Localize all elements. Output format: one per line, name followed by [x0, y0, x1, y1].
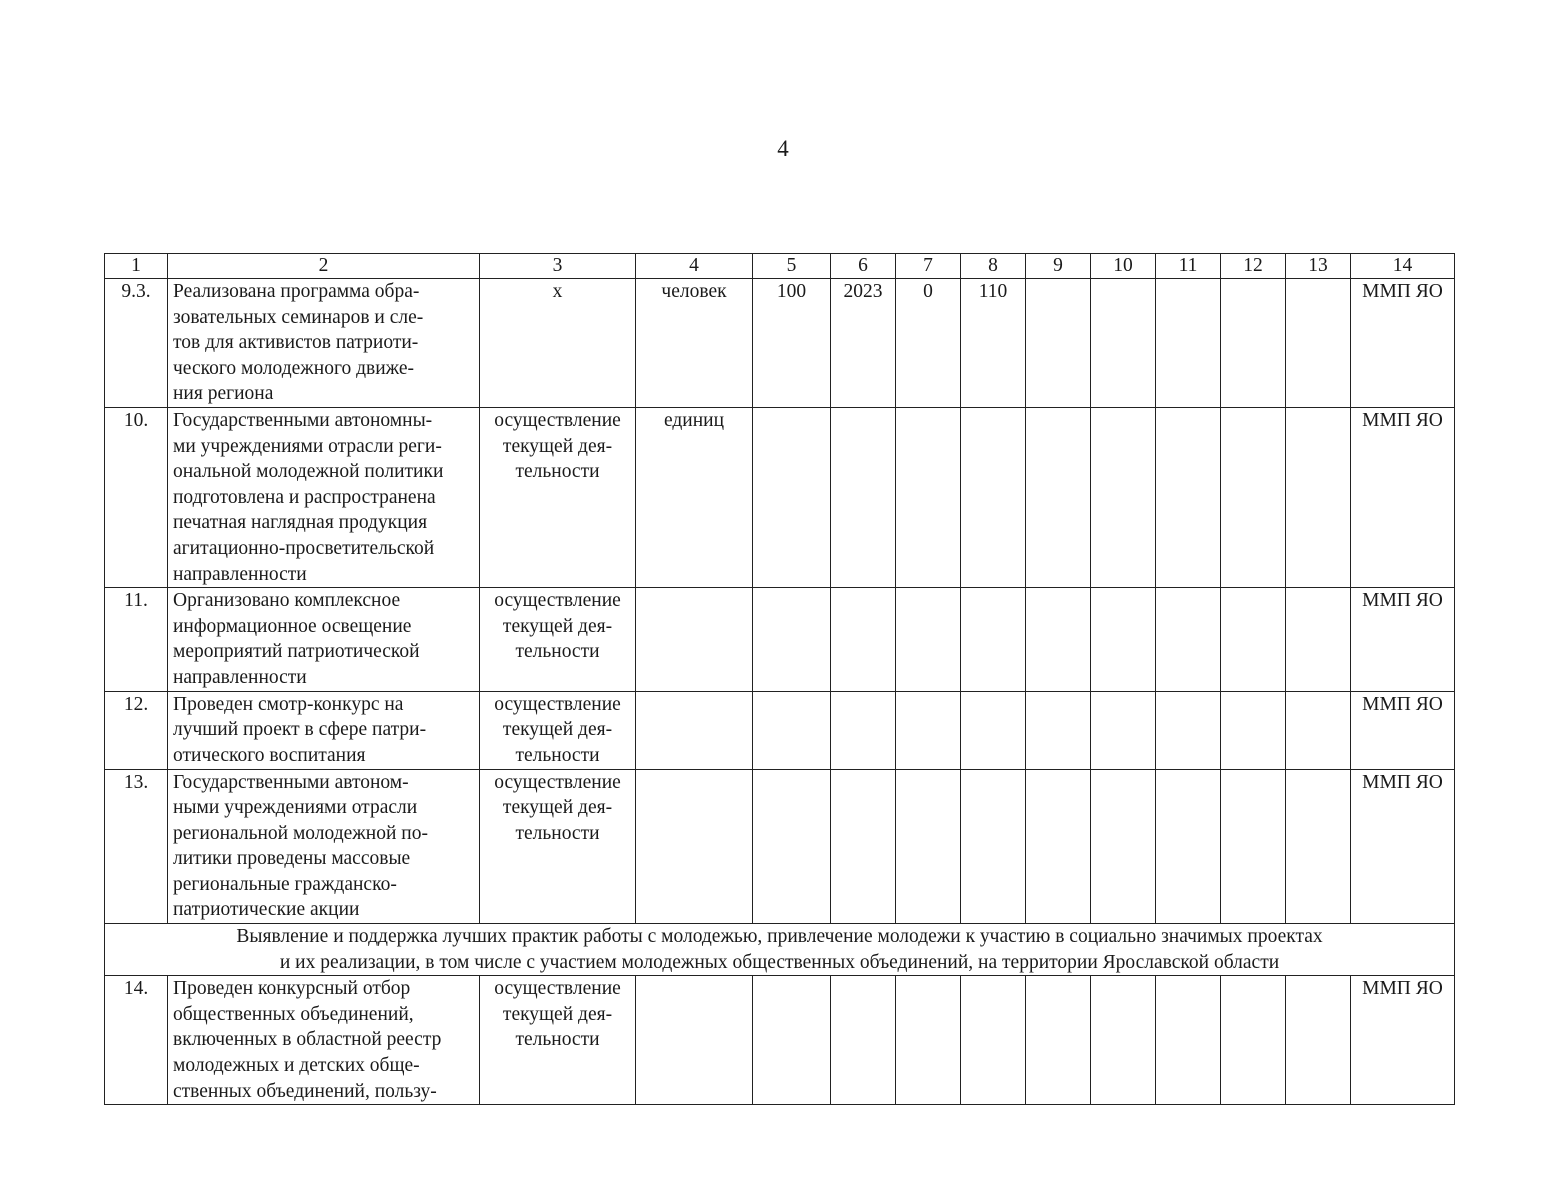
cell-text-line: текущей дея-: [502, 435, 613, 457]
table-row: [105, 976, 1455, 1105]
item-description: [168, 976, 480, 1105]
item-value-col8: [961, 691, 1026, 769]
cell-text-line: Организовано комплексное: [173, 590, 401, 612]
section-heading: [105, 924, 1455, 976]
item-value-col10: [1091, 407, 1156, 587]
section-row: [105, 924, 1455, 976]
item-value-col11: [1156, 691, 1221, 769]
plan-table: [104, 253, 1455, 1105]
item-value-col6: 2023: [831, 279, 896, 408]
column-number-row: [105, 254, 1455, 279]
cell-text-line: агитационно-просветительской: [173, 537, 435, 559]
item-value-col9: [1026, 279, 1091, 408]
item-unit: [636, 691, 753, 769]
item-unit: единиц: [636, 407, 753, 587]
column-number-cell: 5: [753, 254, 831, 279]
section-heading-line: Выявление и поддержка лучших практик работы с молодежью, привлечение молодежи к участию в социально значимых проектах: [236, 926, 1323, 948]
item-executor: ММП ЯО: [1351, 407, 1455, 587]
item-value-col8: [961, 588, 1026, 691]
cell-text-line: тельности: [515, 822, 600, 844]
cell-text-line: ными учреждениями отрасли: [173, 797, 418, 819]
item-cost-note: [480, 976, 636, 1105]
item-value-col10: [1091, 976, 1156, 1105]
cell-text-line: тов для активистов патриоти-: [173, 332, 419, 354]
item-unit: [636, 769, 753, 924]
cell-text-line: тельности: [515, 1029, 600, 1051]
cell-text-line: осуществление: [494, 771, 621, 793]
cell-text-line: ния региона: [173, 383, 274, 405]
item-executor: ММП ЯО: [1351, 279, 1455, 408]
item-value-col7: [896, 976, 961, 1105]
item-value-col13: [1286, 691, 1351, 769]
cell-text-line: х: [552, 281, 563, 302]
item-value-col5: 100: [753, 279, 831, 408]
item-value-col12: [1221, 769, 1286, 924]
item-value-col6: [831, 691, 896, 769]
item-value-col9: [1026, 691, 1091, 769]
item-value-col8: [961, 769, 1026, 924]
item-unit: [636, 976, 753, 1105]
cell-text-line: осуществление: [494, 978, 621, 1000]
item-value-col7: [896, 407, 961, 587]
item-cost-note: [480, 588, 636, 691]
item-cost-note: [480, 691, 636, 769]
item-number: 13.: [105, 769, 168, 924]
item-executor: ММП ЯО: [1351, 976, 1455, 1105]
cell-text-line: зовательных семинаров и сле-: [173, 306, 424, 328]
item-value-col5: [753, 588, 831, 691]
item-description: [168, 588, 480, 691]
cell-text-line: общественных объединений,: [173, 1003, 414, 1025]
item-value-col13: [1286, 976, 1351, 1105]
item-value-col6: [831, 407, 896, 587]
cell-text-line: Государственными автоном-: [173, 771, 409, 793]
item-cost-note: [480, 407, 636, 587]
cell-text-line: текущей дея-: [502, 797, 613, 819]
cell-text-line: региональной молодежной по-: [173, 822, 428, 844]
item-description: [168, 769, 480, 924]
item-value-col11: [1156, 588, 1221, 691]
column-number-cell: 12: [1221, 254, 1286, 279]
item-description: [168, 407, 480, 587]
item-value-col10: [1091, 279, 1156, 408]
cell-text-line: отического воспитания: [173, 744, 366, 766]
item-value-col11: [1156, 976, 1221, 1105]
table-row: [105, 769, 1455, 924]
item-cost-note: [480, 769, 636, 924]
cell-text-line: ственных объединений, пользу-: [173, 1080, 437, 1102]
cell-text-line: лучший проект в сфере патри-: [173, 719, 427, 741]
cell-text-line: ональной молодежной политики: [173, 461, 444, 483]
column-number-cell: 9: [1026, 254, 1091, 279]
table-row: [105, 407, 1455, 587]
item-value-col12: [1221, 691, 1286, 769]
item-number: 12.: [105, 691, 168, 769]
item-value-col7: [896, 691, 961, 769]
cell-text-line: текущей дея-: [502, 1003, 613, 1025]
cell-text-line: осуществление: [494, 590, 621, 612]
item-value-col12: [1221, 407, 1286, 587]
item-value-col9: [1026, 588, 1091, 691]
item-value-col13: [1286, 769, 1351, 924]
item-value-col11: [1156, 279, 1221, 408]
cell-text-line: Реализована программа обра-: [173, 281, 420, 302]
cell-text-line: осуществление: [494, 693, 621, 715]
item-value-col6: [831, 769, 896, 924]
cell-text-line: патриотические акции: [173, 899, 360, 921]
cell-text-line: направленности: [173, 666, 307, 688]
column-number-cell: 7: [896, 254, 961, 279]
cell-text-line: Проведен конкурсный отбор: [173, 978, 411, 1000]
cell-text-line: молодежных и детских обще-: [173, 1055, 420, 1077]
cell-text-line: Государственными автономны-: [173, 409, 433, 431]
item-value-col9: [1026, 769, 1091, 924]
cell-text-line: осуществление: [494, 409, 621, 431]
item-description: [168, 691, 480, 769]
item-executor: ММП ЯО: [1351, 769, 1455, 924]
item-number: 14.: [105, 976, 168, 1105]
item-value-col5: [753, 976, 831, 1105]
item-value-col5: [753, 691, 831, 769]
item-description: [168, 279, 480, 408]
cell-text-line: Проведен смотр-конкурс на: [173, 693, 404, 715]
item-value-col8: 110: [961, 279, 1026, 408]
item-number: 11.: [105, 588, 168, 691]
column-number-cell: 6: [831, 254, 896, 279]
table-row: [105, 279, 1455, 408]
column-number-cell: 14: [1351, 254, 1455, 279]
table-row: [105, 691, 1455, 769]
item-value-col8: [961, 407, 1026, 587]
item-value-col10: [1091, 691, 1156, 769]
item-value-col12: [1221, 588, 1286, 691]
item-value-col7: [896, 588, 961, 691]
item-executor: ММП ЯО: [1351, 691, 1455, 769]
column-number-cell: 10: [1091, 254, 1156, 279]
item-value-col10: [1091, 769, 1156, 924]
column-number-cell: 1: [105, 254, 168, 279]
item-value-col13: [1286, 407, 1351, 587]
cell-text-line: тельности: [515, 641, 600, 663]
cell-text-line: подготовлена и распространена: [173, 486, 436, 508]
item-value-col9: [1026, 976, 1091, 1105]
column-number-cell: 13: [1286, 254, 1351, 279]
item-executor: ММП ЯО: [1351, 588, 1455, 691]
cell-text-line: ми учреждениями отрасли реги-: [173, 435, 442, 457]
cell-text-line: печатная наглядная продукция: [173, 512, 428, 534]
cell-text-line: тельности: [515, 461, 600, 483]
item-value-col10: [1091, 588, 1156, 691]
item-value-col6: [831, 976, 896, 1105]
column-number-cell: 2: [168, 254, 480, 279]
item-value-col8: [961, 976, 1026, 1105]
item-value-col12: [1221, 976, 1286, 1105]
item-value-col7: 0: [896, 279, 961, 408]
item-value-col11: [1156, 407, 1221, 587]
item-value-col11: [1156, 769, 1221, 924]
table-row: [105, 588, 1455, 691]
item-number: 9.3.: [105, 279, 168, 408]
item-unit: человек: [636, 279, 753, 408]
cell-text-line: тельности: [515, 744, 600, 766]
cell-text-line: ческого молодежного движе-: [173, 357, 415, 379]
cell-text-line: литики проведены массовые: [173, 848, 411, 870]
cell-text-line: текущей дея-: [502, 615, 613, 637]
item-value-col13: [1286, 279, 1351, 408]
item-value-col7: [896, 769, 961, 924]
item-cost-note: [480, 279, 636, 408]
section-heading-line: и их реализации, в том числе с участием молодежных общественных объединений, на территории Ярославской области: [279, 951, 1280, 973]
page-number: 4: [777, 136, 789, 161]
item-number: 10.: [105, 407, 168, 587]
column-number-cell: 8: [961, 254, 1026, 279]
cell-text-line: информационное освещение: [173, 615, 412, 637]
item-value-col13: [1286, 588, 1351, 691]
item-value-col12: [1221, 279, 1286, 408]
item-value-col6: [831, 588, 896, 691]
column-number-cell: 3: [480, 254, 636, 279]
cell-text-line: включенных в областной реестр: [173, 1029, 442, 1051]
cell-text-line: региональные гражданско-: [173, 873, 397, 895]
item-value-col9: [1026, 407, 1091, 587]
column-number-cell: 4: [636, 254, 753, 279]
item-value-col5: [753, 769, 831, 924]
item-unit: [636, 588, 753, 691]
item-value-col5: [753, 407, 831, 587]
cell-text-line: мероприятий патриотической: [173, 641, 420, 663]
column-number-cell: 11: [1156, 254, 1221, 279]
cell-text-line: направленности: [173, 563, 307, 585]
cell-text-line: текущей дея-: [502, 719, 613, 741]
